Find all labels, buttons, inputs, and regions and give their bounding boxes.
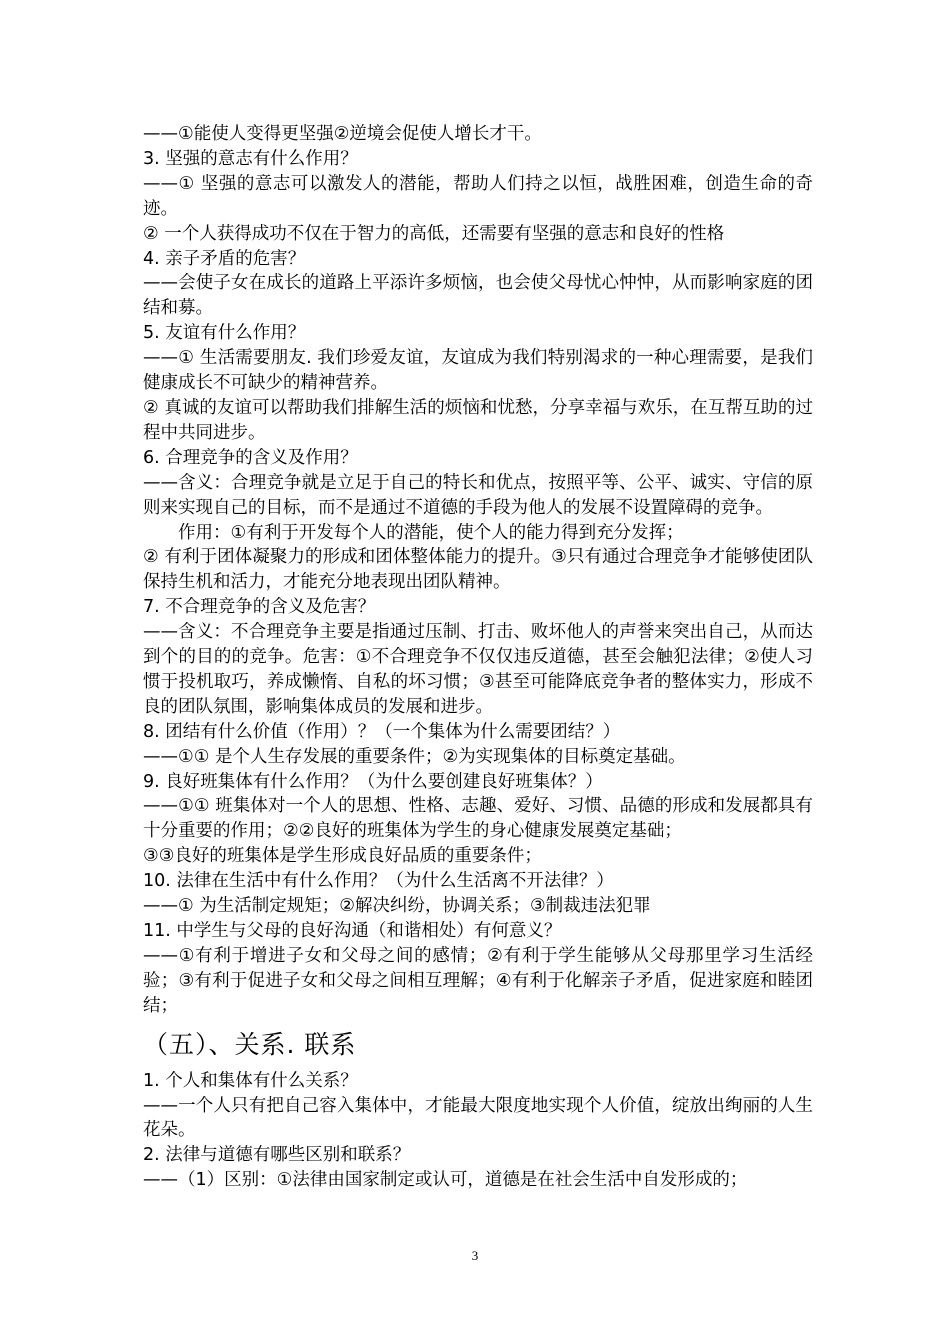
- answer-line: ③③良好的班集体是学生形成良好品质的重要条件；: [143, 846, 542, 867]
- question-line: 10. 法律在生活中有什么作用？（为什么生活离不开法律？）: [143, 871, 614, 892]
- page-number: 3: [471, 1248, 479, 1263]
- answer-line: ——① 坚强的意志可以激发人的潜能，帮助人们持之以恒，战胜困难，创造生命的奇迹。: [143, 173, 813, 219]
- section-heading: （五）、关系. 联系: [143, 1029, 357, 1059]
- answer-line: ——（1）区别：①法律由国家制定或认可，道德是在社会生活中自发形成的；: [143, 1170, 748, 1191]
- question-line: 4. 亲子矛盾的危害？: [143, 248, 306, 269]
- question-line: 7. 不合理竞争的含义及危害？: [143, 597, 376, 618]
- answer-line: ——①有利于增进子女和父母之间的感情；②有利于学生能够从父母那里学习生活经验；③有利于促进子女和父母之间相互理解；④有利于化解亲子矛盾，促进家庭和睦团结；: [143, 945, 813, 1016]
- answer-line: ——①① 班集体对一个人的思想、性格、志趣、爱好、习惯、品德的形成和发展都具有十分重要的作用；②②良好的班集体为学生的身心健康发展奠定基础；: [143, 796, 813, 842]
- question-line: 8. 团结有什么价值（作用）？（一个集体为什么需要团结？）: [143, 721, 621, 742]
- answer-line: ② 一个人获得成功不仅在于智力的高低，还需要有坚强的意志和良好的性格: [143, 223, 725, 244]
- answer-line: ——① 为生活制定规矩；②解决纠纷，协调关系；③制裁违法犯罪: [143, 896, 651, 917]
- question-line: 1. 个人和集体有什么关系？: [143, 1070, 358, 1091]
- question-line: 11. 中学生与父母的良好沟通（和谐相处）有何意义？: [143, 921, 562, 941]
- answer-line: ——含义：合理竞争就是立足于自己的特长和优点，按照平等、公平、诚实、守信的原则来实现自己的目标，而不是通过不道德的手段为他人的发展不设置障碍的竞争。: [143, 472, 813, 518]
- question-line: 2. 法律与道德有哪些区别和联系？: [143, 1145, 411, 1166]
- question-line: 5. 友谊有什么作用？: [143, 323, 306, 344]
- answer-line: ——含义：不合理竞争主要是指通过压制、打击、败坏他人的声誉来突出自己，从而达到个的目的的竞争。危害：①不合理竞争不仅仅违反道德，甚至会触犯法律；②使人习惯于投机取巧，养成懒惰、自私的坏习惯；③甚至可能降底竞争者的整体实力，形成不良的团队氛围，影响集体成员的发展和进步。: [143, 622, 813, 717]
- answer-line: ——一个人只有把自己容入集体中，才能最大限度地实现个人价值，绽放出绚丽的人生花朵。: [143, 1095, 813, 1141]
- question-line: 9. 良好班集体有什么作用？（为什么要创建良好班集体？）: [143, 771, 603, 792]
- answer-line: ——会使子女在成长的道路上平添许多烦恼，也会使父母忧心忡忡，从而影响家庭的团结和募。: [143, 273, 813, 319]
- page-body: [143, 122, 813, 1193]
- question-line: 3. 坚强的意志有什么作用？: [143, 148, 358, 169]
- answer-line: ② 有利于团体凝聚力的形成和团体整体能力的提升。③只有通过合理竞争才能够使团队保持生机和活力，才能充分地表现出团队精神。: [143, 547, 813, 593]
- answer-line: ——① 生活需要朋友. 我们珍爱友谊，友谊成为我们特别渴求的一种心理需要，是我们健康成长不可缺少的精神营养。: [143, 348, 813, 394]
- answer-line: ——①① 是个人生存发展的重要条件；②为实现集体的目标奠定基础。: [143, 746, 686, 767]
- question-line: 6. 合理竞争的含义及作用？: [143, 447, 358, 468]
- answer-line: ② 真诚的友谊可以帮助我们排解生活的烦恼和忧愁，分享幸福与欢乐，在互帮互助的过程中共同进步。: [143, 397, 813, 443]
- answer-line: 作用：①有利于开发每个人的潜能，使个人的能力得到充分发挥；: [178, 522, 684, 543]
- answer-line: ——①能使人变得更坚强②逆境会促使人增长才干。: [143, 124, 542, 144]
